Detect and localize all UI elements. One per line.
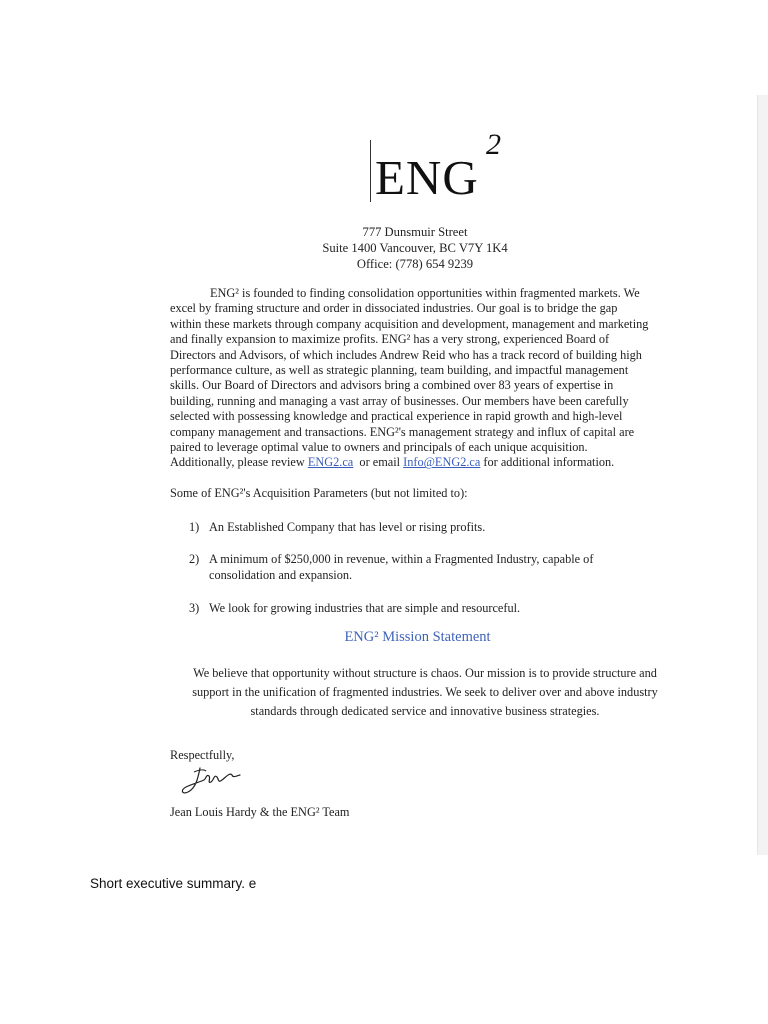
param-item: 3) We look for growing industries that are simple and resourceful. (189, 601, 521, 615)
paragraph-line: Directors and Advisors, of which includes Andrew Reid who has a track record of building high (170, 347, 642, 362)
paragraph-line: performance culture, as well as strategic planning, team building, and impactful management (170, 363, 629, 378)
email-link[interactable]: Info@ENG2.ca (403, 455, 481, 470)
signature-image (176, 760, 246, 805)
mission-line: standards through dedicated service and innovative business strategies. (250, 704, 600, 718)
paragraph-line: selected with possessing knowledge and practical experience in rapid growth and high-level (170, 409, 623, 424)
mission-title: ENG² Mission Statement (344, 629, 491, 645)
paragraph-line: within these markets through company acquisition and development, management and marketing (170, 316, 649, 331)
website-link[interactable]: ENG2.ca (307, 455, 354, 470)
paragraph-line: ENG² is founded to finding consolidation opportunities within fragmented markets. We (210, 286, 640, 300)
paragraph-line: skills. Our Board of Directors and advisors bring a combined over 83 years of expertise in (170, 378, 614, 393)
mission-statement (160, 664, 690, 721)
mission-line: We believe that opportunity without structure is chaos. Our mission is to provide structure and (193, 666, 657, 680)
param-item: 2) A minimum of $250,000 in revenue, within a Fragmented Industry, capable of consolidation and expansion. (189, 552, 594, 582)
address-line: Office: (778) 654 9239 (356, 257, 474, 271)
logo-superscript: 2 (486, 128, 501, 161)
company-logo (370, 140, 479, 205)
mission-line: support in the unification of fragmented industries. We seek to deliver over and above industry (192, 685, 658, 699)
paragraph-line: company management and transactions. ENG²'s management strategy and influx of capital are (170, 424, 635, 439)
page-edge (757, 95, 768, 855)
paragraph-line: and finally expansion to maximize profits. ENG² has a very strong, experienced Board of (170, 332, 610, 347)
address-line: Suite 1400 Vancouver, BC V7Y 1K4 (322, 241, 508, 255)
paragraph-line: excel by framing structure and order in dissociated industries. Our goal is to bridge the gap (170, 301, 618, 316)
paragraph-last-line: Additionally, please review ENG2.ca or email Info@ENG2.ca for additional information. (170, 455, 615, 470)
intro-paragraph (170, 286, 690, 471)
address-line: 777 Dunsmuir Street (362, 225, 468, 239)
params-heading: Some of ENG²'s Acquisition Parameters (but not limited to): (170, 486, 468, 500)
signer-name: Jean Louis Hardy & the ENG² Team (170, 805, 350, 819)
address-block (170, 224, 660, 272)
paragraph-line: paired to leverage optimal value to owners and principals of each unique acquisition. (170, 440, 588, 455)
paragraph-line: building, running and managing a vast array of businesses. Our members have been carefully (170, 393, 629, 408)
param-item: 1) An Established Company that has level or rising profits. (189, 520, 486, 534)
summary-text[interactable]: Short executive summary. e (90, 876, 257, 891)
closing: Respectfully, (170, 748, 235, 762)
logo-text: ENG (375, 150, 479, 205)
